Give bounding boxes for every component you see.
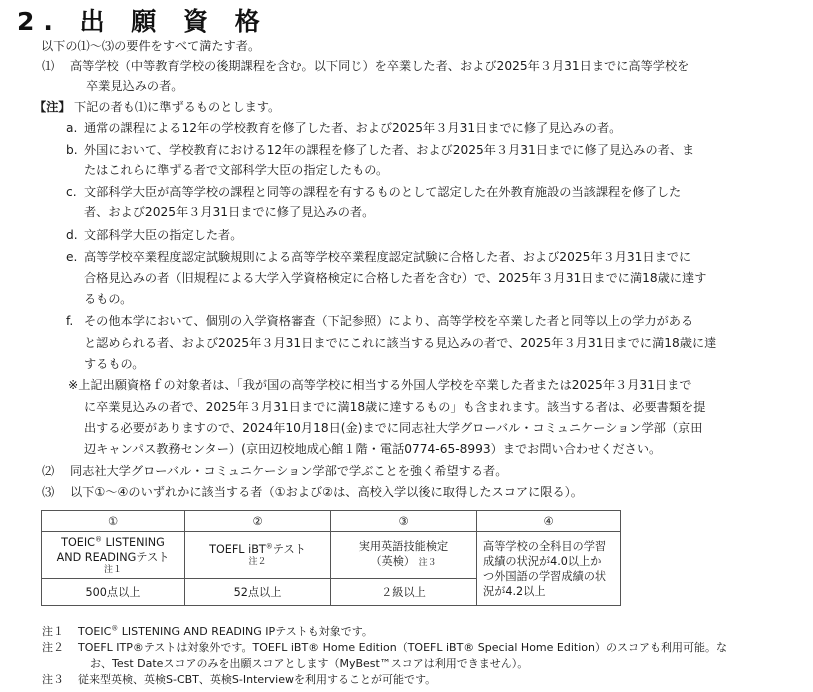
item-a-line1: 通常の課程による12年の学校教育を修了した者、および2025年３月31日までに修了見込みの者。 <box>84 121 622 135</box>
toeic-cell <box>42 532 185 579</box>
item-c-line1: 文部科学大臣が高等学校の課程と同等の課程を有するものとして認定した在外教育施設の当該課程を修了した <box>84 185 682 199</box>
item-b-line2: たはこれらに準ずる者で文部科学大臣の指定したもの。 <box>84 163 389 177</box>
req3-text: 以下①〜④のいずれかに該当する者（①および②は、高校入学以後に取得したスコアに限る）。 <box>70 485 583 499</box>
table-header-cell: ② <box>185 511 331 532</box>
table-header-cell: ③ <box>331 511 477 532</box>
item-d-label: d. <box>66 228 78 242</box>
req1-number: ⑴ <box>42 59 55 73</box>
remark-line4: 辺キャンパス教務センター）(京田辺校地成心館１階・電話0774-65-8993）までお問い合わせください。 <box>84 442 662 456</box>
grade-cell <box>477 532 621 606</box>
footnote-3-text: 従来型英検、英検S-CBT、英検S-Interviewを利用することが可能です。 <box>78 673 437 686</box>
note-text: 下記の者も⑴に準ずるものとします。 <box>74 100 281 114</box>
toefl-name-a: TOEFL iBT <box>209 543 266 556</box>
toefl-cell <box>185 532 331 579</box>
req1-line2: 卒業見込みの者。 <box>86 79 184 93</box>
footnote-1-text-b: LISTENING AND READING IPテストも対象です。 <box>118 625 373 638</box>
req1-line1: 高等学校（中等教育学校の後期課程を含む。以下同じ）を卒業した者、および2025年３月31日までに高等学校を <box>70 59 690 73</box>
eiken-cell <box>331 532 477 579</box>
item-f-label: f. <box>66 314 74 328</box>
item-e-line2: 合格見込みの者（旧規程による大学入学資格検定に合格した者を含む）で、2025年３月31日までに満18歳に達す <box>84 271 707 285</box>
table-header-cell: ① <box>42 511 185 532</box>
req2-number: ⑵ <box>42 464 55 478</box>
registered-mark: ® <box>95 534 102 543</box>
toeic-name-b: LISTENING <box>102 535 165 549</box>
toeic-note-ref: 注１ <box>103 564 122 575</box>
item-f-line1: その他本学において、個別の入学資格審査（下記参照）により、高等学校を卒業した者と同等以上の学力がある <box>84 314 694 328</box>
item-e-line3: るもの。 <box>84 292 133 306</box>
footnote-1-text <box>78 624 373 640</box>
footnote-3-label: 注３ <box>42 673 64 686</box>
score-table <box>41 510 621 606</box>
intro-text: 以下の⑴〜⑶の要件をすべて満たす者。 <box>41 39 261 53</box>
page-title: 2. 出 願 資 格 <box>17 7 269 36</box>
table-header-cell: ④ <box>477 511 621 532</box>
table-row <box>42 532 621 579</box>
eiken-name-line2: （英検） <box>370 555 416 568</box>
footnote-1-text-a: TOEIC <box>78 625 112 638</box>
registered-mark: ® <box>111 624 119 633</box>
remark-line3: 出する必要がありますので、2024年10月18日(金)までに同志社大学グローバル・コミュニケーション学部（京田 <box>84 421 703 435</box>
item-e-label: e. <box>66 250 78 264</box>
item-c-line2: 者、および2025年３月31日までに修了見込みの者。 <box>84 205 375 219</box>
toefl-name-b: テスト <box>272 543 306 556</box>
eiken-note-ref: 注３ <box>418 558 437 568</box>
item-b-line1: 外国において、学校教育における12年の課程を修了した者、および2025年３月31日までに修了見込みの者、ま <box>84 143 695 157</box>
footnote-1-label: 注１ <box>42 625 64 638</box>
item-b-label: b. <box>66 143 78 157</box>
table-header-row <box>42 511 621 532</box>
item-d-line1: 文部科学大臣の指定した者。 <box>84 228 243 242</box>
req2-text: 同志社大学グローバル・コミュニケーション学部で学ぶことを強く希望する者。 <box>70 464 508 478</box>
item-a-label: a. <box>66 121 78 135</box>
toeic-name-a: TOEIC <box>61 535 95 549</box>
item-f-line3: するもの。 <box>84 357 145 371</box>
toefl-score: 52点以上 <box>185 579 331 606</box>
grade-line: 況が4.2以上 <box>483 584 546 598</box>
footnote-2-label: 注２ <box>42 641 64 654</box>
note-label: 【注】 <box>34 100 71 114</box>
footnote-2-text: TOEFL ITP®テストは対象外です。TOEFL iBT® Home Edition（TOEFL iBT® Special Home Edition）のスコアも利用可能。な <box>78 641 727 654</box>
remark-line2: に卒業見込みの者で、2025年３月31日までに満18歳に達するもの」も含まれます。該当する者は、必要書類を提 <box>84 400 706 414</box>
footnote-2-cont: お、Test Dateスコアのみを出願スコアとします（MyBest™スコアは利用できません）。 <box>90 657 529 670</box>
toefl-note-ref: 注２ <box>248 557 267 567</box>
toeic-score: 500点以上 <box>42 579 185 606</box>
grade-line: 高等学校の全科目の学習 <box>483 539 607 553</box>
item-c-label: c. <box>66 185 77 199</box>
item-f-line2: と認められる者、および2025年３月31日までにこれに該当する見込みの者で、2025年３月31日までに満18歳に達 <box>84 336 717 350</box>
registered-mark: ® <box>265 542 273 551</box>
grade-line: 成績の状況が4.0以上か <box>483 554 602 568</box>
eiken-name-line1: 実用英語技能検定 <box>358 540 449 553</box>
eiken-score: ２級以上 <box>331 579 477 606</box>
remark-line1: ※上記出願資格ｆの対象者は、「我が国の高等学校に相当する外国人学校を卒業した者または2025年３月31日まで <box>68 378 692 392</box>
item-e-line1: 高等学校卒業程度認定試験規則による高等学校卒業程度認定試験に合格した者、および2025年３月31日までに <box>84 250 692 264</box>
grade-line: つ外国語の学習成績の状 <box>483 569 607 583</box>
req3-number: ⑶ <box>42 485 55 499</box>
toeic-name-line2: AND READINGテスト <box>56 550 170 564</box>
